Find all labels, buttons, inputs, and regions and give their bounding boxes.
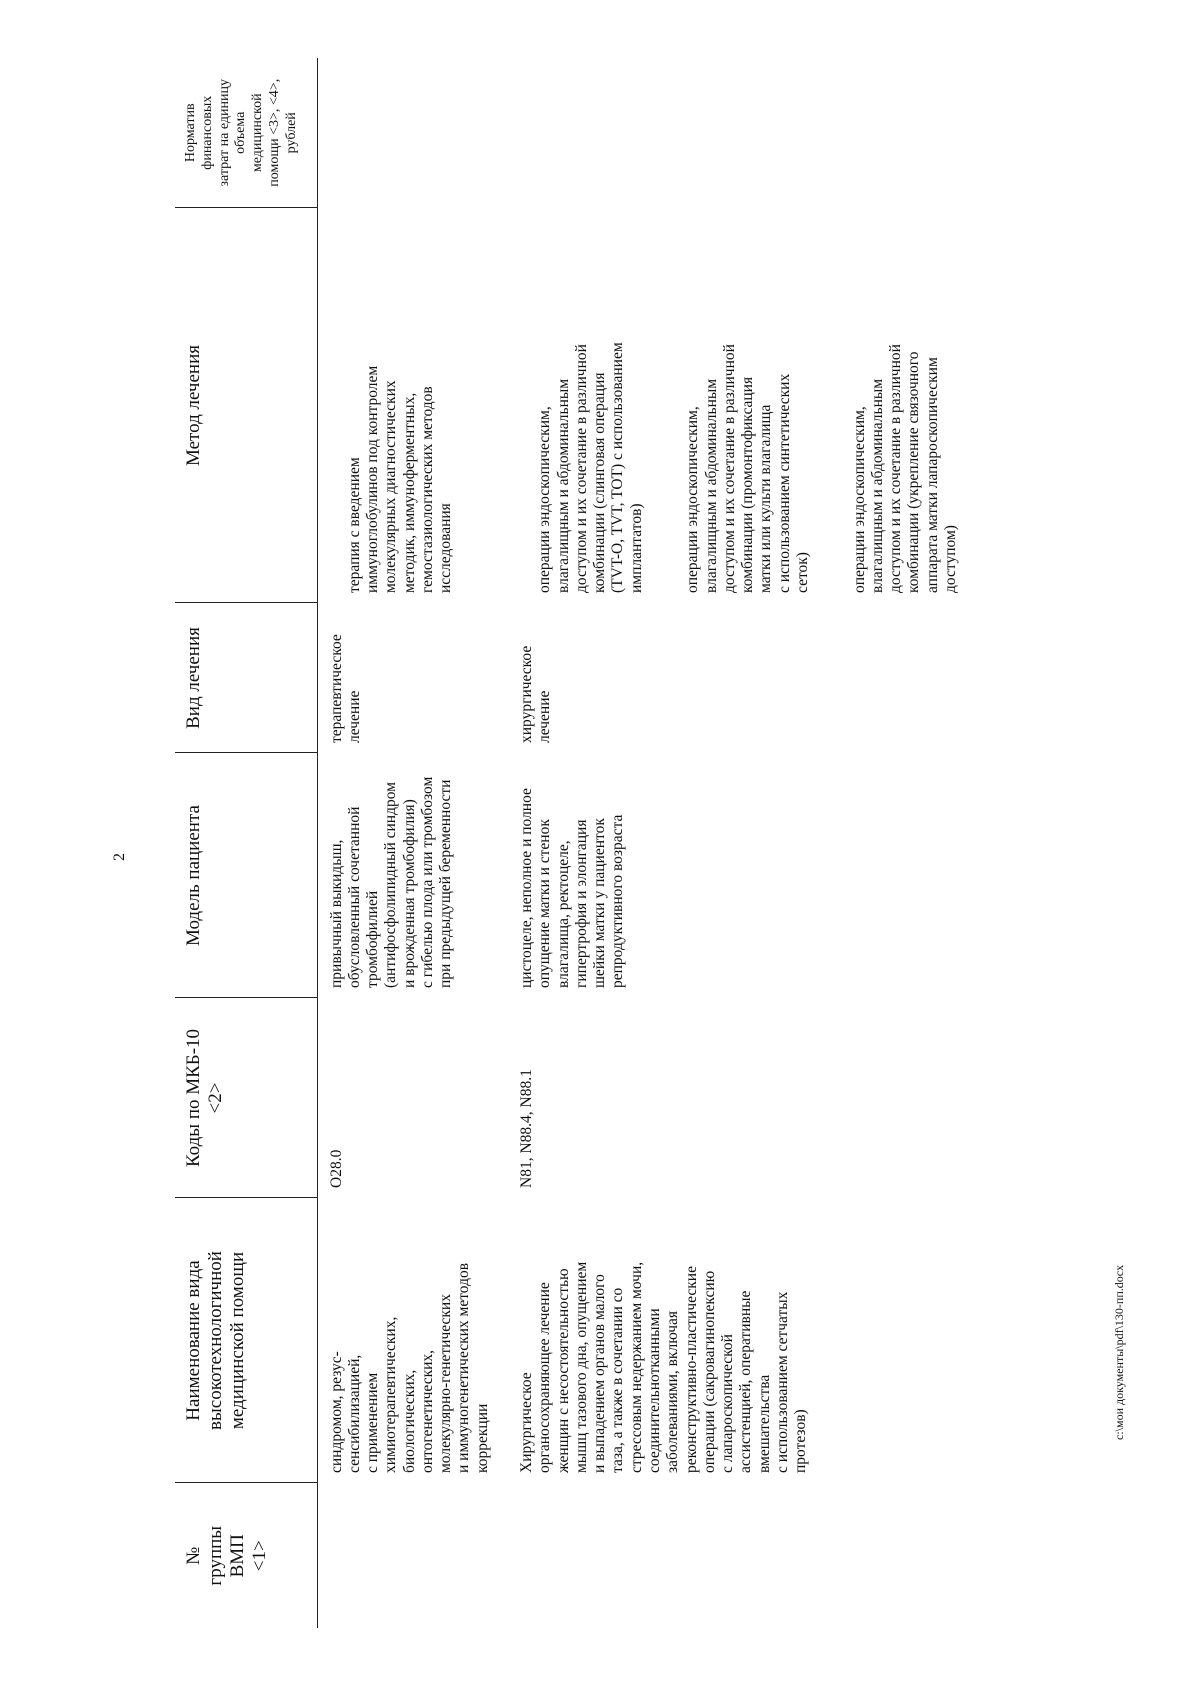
cell-care-name: Хирургическое органосохраняющее лечение женщин с несостоятельностью мышц тазового дна, опущением и выпадением органов малого таза, а также в сочетании со стрессовым недержанием мочи, соединительнотканными заболеваниями, включая реконструктивно-пластические операции (сакровагинопексию с лапароскопической ассистенцией, оперативные вмешательства с использованием сетчатых протезов) [518,1261,810,1473]
method-item: терапия с введением иммуноглобулинов под контролем молекулярных диагностических методик, иммуноферментных, гемостазиологических методов исследования [345,365,455,593]
table-row [317,58,508,1628]
cell-patient-model: привычный выкидыш, обусловленный сочетанной тромбофилией (антифосфолипидный синдром и врожденная тромбофилия) с гибелью плода или тромбозом при предыдущей беременности [327,776,455,988]
cell-group-number [508,1483,994,1628]
header-patient-model: Модель пациента [175,753,317,998]
header-icd-codes: Коды по МКБ-10 <2> [175,998,317,1198]
cell-icd-codes: O28.0 [327,1149,345,1188]
cell-icd-codes: N81, N88.4, N88.1 [518,1069,536,1188]
cell-treatment-type: хирургическое лечение [518,645,554,743]
header-group-number: № группы ВМП <1> [175,1483,317,1628]
header-treatment-type: Вид лечения [175,603,317,753]
cell-treatment-method [317,208,508,603]
method-item: операции эндоскопическим, влагалищным и абдоминальным доступом и их сочетание в различной комбинации (промонтофиксация матки или культи влагалища с использованием синтетических сеток) [684,344,811,593]
cell-treatment-method [508,208,994,603]
cell-patient-model: цистоцеле, неполное и полное опущение матки и стенок влагалища, ректоцеле, гипертрофия и элонгация шейки матки у пациенток репродуктивного возраста [518,788,627,988]
cell-care-name: синдромом, резус- сенсибилизацией, с применением химиотерапевтических, биологических, онтогенетических, молекулярно-генетических и иммуногенетических методов коррекции [327,1262,491,1473]
table-row [508,58,994,1628]
table-body [317,58,995,1628]
table-header [175,58,317,1628]
rotated-table-container [175,58,1175,1628]
header-cost-standard: Норматив финансовых затрат на единицу объема медицинской помощи <3>, <4>, рублей [175,58,317,208]
method-item: операции эндоскопическим, влагалищным и абдоминальным доступом и их сочетание в различной комбинации (слинговая операция (TVT-O, TVT, TOT) с использованием имплантатов) [536,342,645,593]
medical-care-table [175,58,995,1628]
header-care-name: Наименование вида высокотехнологичной медицинской помощи [175,1198,317,1483]
cell-group-number [317,1483,508,1628]
cell-cost-standard [508,58,994,208]
cell-cost-standard [317,58,508,208]
footer-file-path: c:\мои документы\pdf\130-пп.docx [1112,1264,1126,1440]
header-treatment-method: Метод лечения [175,208,317,603]
page-number: 2 [111,853,128,861]
cell-treatment-type: терапевтическое лечение [327,634,363,743]
method-item: операции эндоскопическим, влагалищным и абдоминальным доступом и их сочетание в различной комбинации (укрепление связочного аппарата матки лапароскопическим доступом) [850,344,959,593]
